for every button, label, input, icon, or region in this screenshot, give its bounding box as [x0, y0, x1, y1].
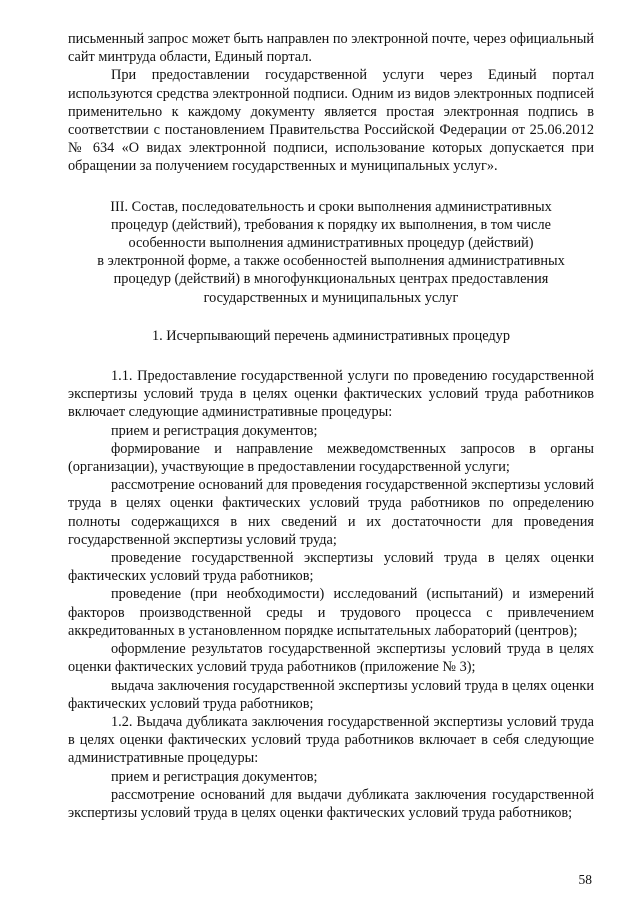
body-paragraph: рассмотрение оснований для выдачи дубликата заключения государственной экспертизы условий труда в целях оценки фактических условий труда работников; [68, 786, 594, 821]
body-paragraph: прием и регистрация документов; [111, 768, 318, 785]
section-title [68, 198, 594, 307]
body-paragraph: проведение государственной экспертизы условий труда в целях оценки фактических условий труда работников; [68, 550, 594, 585]
body-paragraph: 1.2. Выдача дубликата заключения государственной экспертизы условий труда в целях оценки фактических условий труда работников включает в себя следующие административные процедуры: [68, 713, 594, 767]
section-title-line: процедур (действий) в многофункциональных центрах предоставления [113, 271, 549, 288]
page-number: 58 [578, 872, 592, 887]
body-paragraph: выдача заключения государственной экспертизы условий труда в целях оценки фактических условий труда работников; [68, 677, 594, 712]
body-paragraph: формирование и направление межведомственных запросов в органы (организации), участвующие в предоставлении государственной услуги; [68, 440, 594, 476]
document-page [68, 30, 594, 822]
body-paragraph: прием и регистрация документов; [111, 422, 318, 439]
section-title-line: процедур (действий), требования к порядку их выполнения, в том числе [110, 216, 552, 233]
section-title-line: государственных и муниципальных услуг [203, 289, 459, 306]
subheading: 1. Исчерпывающий перечень административных процедур [152, 327, 510, 344]
body-paragraph: оформление результатов государственной экспертизы условий труда в целях оценки фактических условий труда работников (приложение № 3); [68, 641, 594, 676]
section-title-line: особенности выполнения административных процедур (действий) [128, 235, 534, 252]
section-title-line: III. Состав, последовательность и сроки выполнения административных [110, 198, 552, 215]
section-title-line: в электронной форме, а также особенностей выполнения административных [97, 253, 565, 270]
body-paragraph: проведение (при необходимости) исследований (испытаний) и измерений факторов производственной среды и трудового процесса с привлечением аккредитованных в установленном порядке испытательных лабораторий (центров); [68, 586, 594, 639]
intro-paragraph: письменный запрос может быть направлен по электронной почте, через официальный сайт минтруда области, Единый портал. [68, 31, 594, 66]
intro-paragraph: При предоставлении государственной услуги через Единый портал используются средства электронной подписи. Одним из видов электронных подписей применительно к каждому документу является простая электронная подпись в соответствии с постановлением Правительства Российской Федерации от 25.06.2012 № 634 «О видах электронной подписи, использование которых допускается при обращении за получением государственных и муниципальных услуг». [68, 67, 594, 175]
body-paragraph: рассмотрение оснований для проведения государственной экспертизы условий труда в целях оценки фактических условий труда работников по определению полноты содержащихся в них сведений и их достаточности для проведения государственной экспертизы условий труда; [68, 477, 594, 548]
body-paragraph: 1.1. Предоставление государственной услуги по проведению государственной экспертизы условий труда в целях оценки фактических условий труда работников включает следующие административные процедуры: [68, 368, 594, 421]
